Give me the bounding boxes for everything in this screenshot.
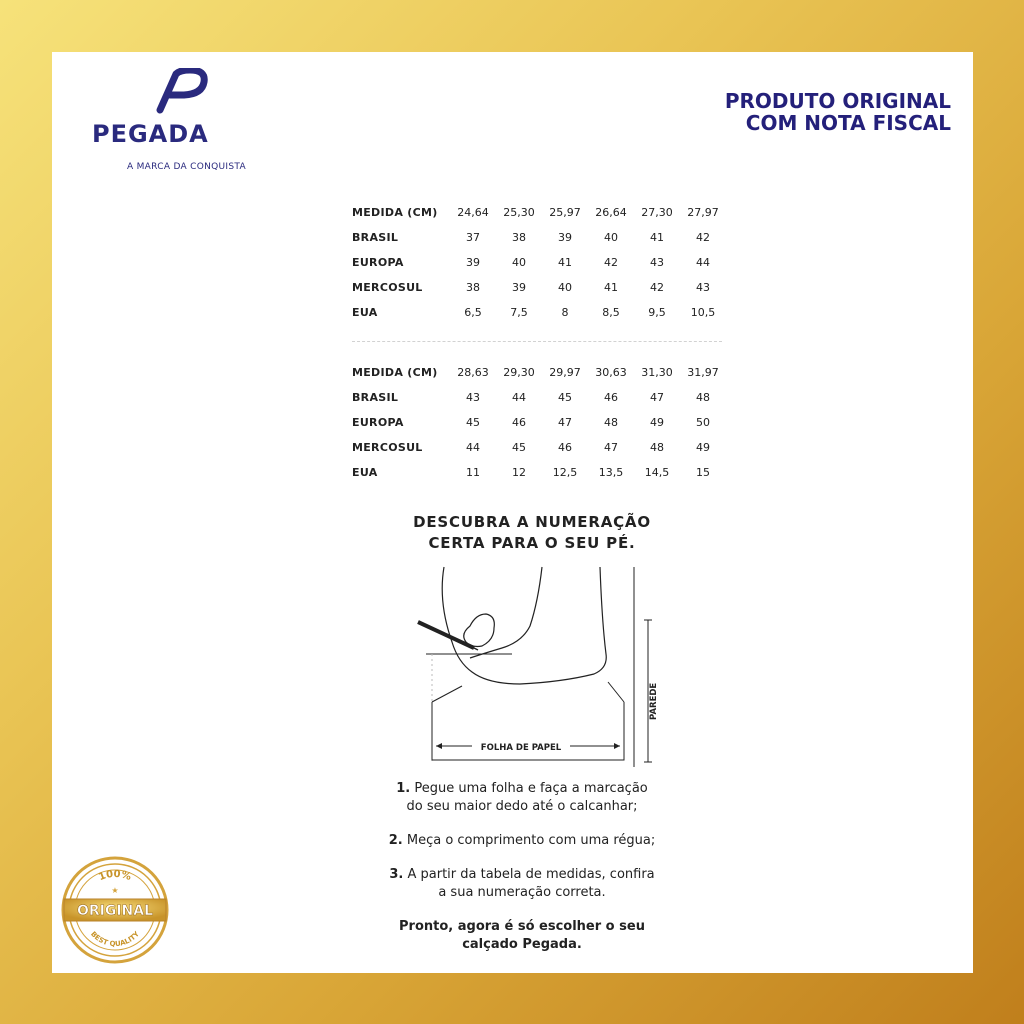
- table-cell: 49: [696, 441, 710, 454]
- table-row: [352, 410, 726, 435]
- table-cell: 47: [604, 441, 618, 454]
- final-note: Pronto, agora é só escolher o seu calçado Pegada.: [399, 919, 645, 952]
- table-cell: 50: [696, 416, 710, 429]
- brand-name: PEGADA: [92, 120, 209, 148]
- table-cell: 12: [512, 466, 526, 479]
- table-cell: 30,63: [595, 366, 627, 379]
- table-cell: 26,64: [595, 206, 627, 219]
- table-row: [352, 275, 726, 300]
- original-seal-icon: [60, 855, 170, 965]
- table-cell: 11: [466, 466, 480, 479]
- table-cell: 45: [558, 391, 572, 404]
- seal-bottom-text: BEST QUALITY: [89, 930, 141, 949]
- table-cell: 48: [604, 416, 618, 429]
- table-cell: 29,30: [503, 366, 535, 379]
- row-label: MERCOSUL: [352, 441, 423, 454]
- row-label: MERCOSUL: [352, 281, 423, 294]
- table-row: [352, 360, 726, 385]
- table-cell: 45: [512, 441, 526, 454]
- table-cell: 31,97: [687, 366, 719, 379]
- table-cell: 12,5: [552, 466, 578, 479]
- table-row: [352, 225, 726, 250]
- headline: [725, 90, 951, 134]
- table-cell: 6,5: [464, 306, 482, 319]
- table-cell: 42: [604, 256, 618, 269]
- brand-logo: [72, 68, 272, 172]
- row-label: EUA: [352, 306, 378, 319]
- table-cell: 41: [558, 256, 572, 269]
- table-cell: 9,5: [648, 306, 666, 319]
- row-label: EUROPA: [352, 256, 404, 269]
- table-cell: 44: [696, 256, 710, 269]
- table-cell: 43: [696, 281, 710, 294]
- seal-top-text: 100%: [97, 868, 133, 884]
- table-cell: 10,5: [690, 306, 716, 319]
- guide-title-line-2: CERTA PARA O SEU PÉ.: [428, 534, 636, 552]
- table-cell: 38: [466, 281, 480, 294]
- instructions: [352, 780, 692, 970]
- table-cell: 48: [650, 441, 664, 454]
- table-cell: 47: [650, 391, 664, 404]
- step-1: 1. Pegue uma folha e faça a marcação do seu maior dedo até o calcanhar;: [396, 781, 648, 814]
- table-cell: 40: [512, 256, 526, 269]
- table-cell: 28,63: [457, 366, 489, 379]
- size-table-1: [352, 200, 726, 325]
- row-label: MEDIDA (CM): [352, 206, 438, 219]
- table-cell: 29,97: [549, 366, 581, 379]
- table-cell: 27,97: [687, 206, 719, 219]
- table-cell: 46: [558, 441, 572, 454]
- table-cell: 14,5: [644, 466, 670, 479]
- row-label: BRASIL: [352, 231, 399, 244]
- row-label: EUROPA: [352, 416, 404, 429]
- table-row: [352, 200, 726, 225]
- table-cell: 7,5: [510, 306, 528, 319]
- row-label: MEDIDA (CM): [352, 366, 438, 379]
- table-cell: 25,97: [549, 206, 581, 219]
- foot-measure-illustration: [412, 562, 672, 767]
- product-card: [52, 52, 973, 973]
- headline-line-1: PRODUTO ORIGINAL: [724, 89, 951, 113]
- table-cell: 44: [512, 391, 526, 404]
- foot-outline: [442, 567, 606, 684]
- table-cell: 39: [466, 256, 480, 269]
- brand-tagline: A MARCA DA CONQUISTA: [127, 162, 246, 172]
- table-cell: 25,30: [503, 206, 535, 219]
- paper-label: FOLHA DE PAPEL: [480, 743, 562, 753]
- table-cell: 8,5: [602, 306, 620, 319]
- table-cell: 24,64: [457, 206, 489, 219]
- table-cell: 8: [561, 306, 569, 319]
- row-label: BRASIL: [352, 391, 399, 404]
- table-cell: 15: [696, 466, 710, 479]
- guide-title: [352, 512, 712, 554]
- table-divider: [352, 341, 722, 342]
- table-cell: 43: [466, 391, 480, 404]
- hand-outline: [464, 614, 495, 647]
- wall-label: PAREDE: [649, 682, 659, 720]
- table-row: [352, 250, 726, 275]
- table-cell: 46: [512, 416, 526, 429]
- table-cell: 37: [466, 231, 480, 244]
- logo-p-mark-icon: [72, 68, 272, 118]
- table-cell: 27,30: [641, 206, 673, 219]
- row-label: EUA: [352, 466, 378, 479]
- table-cell: 42: [650, 281, 664, 294]
- seal-star-icon: ★: [111, 886, 119, 895]
- table-cell: 41: [604, 281, 618, 294]
- step-2: 2. Meça o comprimento com uma régua;: [388, 833, 656, 848]
- headline-line-2: COM NOTA FISCAL: [745, 111, 951, 135]
- table-cell: 42: [696, 231, 710, 244]
- table-cell: 47: [558, 416, 572, 429]
- table-cell: 40: [558, 281, 572, 294]
- table-cell: 38: [512, 231, 526, 244]
- seal-main-text: ORIGINAL: [76, 903, 154, 919]
- table-cell: 40: [604, 231, 618, 244]
- table-cell: 41: [650, 231, 664, 244]
- table-cell: 44: [466, 441, 480, 454]
- table-cell: 13,5: [598, 466, 624, 479]
- guide-title-line-1: DESCUBRA A NUMERAÇÃO: [413, 513, 651, 531]
- table-cell: 39: [512, 281, 526, 294]
- table-cell: 49: [650, 416, 664, 429]
- table-row: [352, 435, 726, 460]
- table-cell: 48: [696, 391, 710, 404]
- table-cell: 43: [650, 256, 664, 269]
- table-row: [352, 385, 726, 410]
- table-cell: 31,30: [641, 366, 673, 379]
- table-cell: 39: [558, 231, 572, 244]
- step-3: 3. A partir da tabela de medidas, confira a sua numeração correta.: [389, 867, 655, 900]
- table-cell: 46: [604, 391, 618, 404]
- size-table-2: [352, 360, 726, 485]
- table-row: [352, 460, 726, 485]
- table-row: [352, 300, 726, 325]
- table-cell: 45: [466, 416, 480, 429]
